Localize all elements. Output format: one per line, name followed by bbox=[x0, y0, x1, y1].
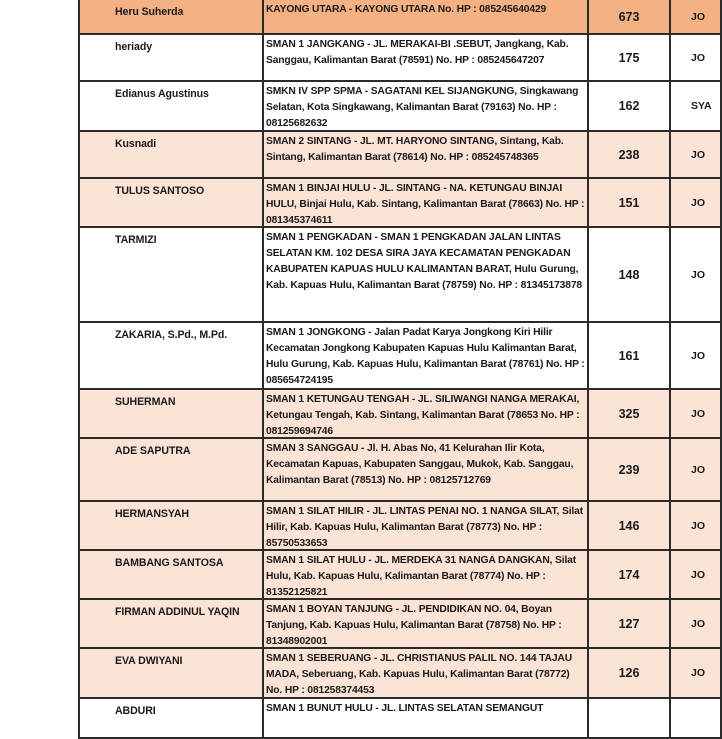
name-cell[interactable]: EVA DWIYANI bbox=[79, 648, 263, 698]
table-row bbox=[79, 227, 721, 322]
extra-cell[interactable]: JO bbox=[670, 501, 721, 550]
address-cell[interactable] bbox=[263, 178, 588, 227]
address-cell[interactable] bbox=[263, 389, 588, 438]
address-cell[interactable] bbox=[263, 501, 588, 550]
extra-cell[interactable]: JO bbox=[670, 599, 721, 648]
address-text: SMKN IV SPP SPMA - SAGATANI KEL SIJANGKUNG, Singkawang Selatan, Kota Singkawang, Kalimantan Barat (79163) No. HP : 08125682632 bbox=[266, 86, 579, 129]
count-cell[interactable]: 174 bbox=[588, 550, 670, 599]
name-cell[interactable]: TULUS SANTOSO bbox=[79, 178, 263, 227]
table-row bbox=[79, 81, 721, 131]
count-cell[interactable] bbox=[588, 698, 670, 738]
address-cell[interactable] bbox=[263, 648, 588, 698]
address-cell[interactable] bbox=[263, 438, 588, 501]
address-cell[interactable] bbox=[263, 227, 588, 322]
table-row bbox=[79, 34, 721, 81]
address-text: SMAN 1 SEBERUANG - JL. CHRISTIANUS PALIL NO. 144 TAJAU MADA, Seberuang, Kab. Kapuas Hulu, Kalimantan Barat (78772) No. HP : 081258374453 bbox=[266, 653, 572, 696]
count-cell[interactable]: 325 bbox=[588, 389, 670, 438]
table-row bbox=[79, 599, 721, 648]
table-row bbox=[79, 0, 721, 34]
extra-cell[interactable]: JO bbox=[670, 438, 721, 501]
count-cell[interactable]: 151 bbox=[588, 178, 670, 227]
table-row bbox=[79, 501, 721, 550]
table-row bbox=[79, 178, 721, 227]
address-cell[interactable] bbox=[263, 550, 588, 599]
extra-cell[interactable]: JO bbox=[670, 322, 721, 389]
address-text: SMAN 3 SANGGAU - Jl. H. Abas No, 41 Kelurahan Ilir Kota, Kecamatan Kapuas, Kabupaten Sanggau, Mukok, Kab. Sanggau, Kalimantan Barat (78513) No. HP : 08125712769 bbox=[266, 443, 574, 486]
address-text: SMAN 1 KETUNGAU TENGAH - JL. SILIWANGI NANGA MERAKAI, Ketungau Tengah, Kab. Sintang, Kalimantan Barat (78653 No. HP : 081259694746 bbox=[266, 394, 580, 437]
name-cell[interactable]: FIRMAN ADDINUL YAQIN bbox=[79, 599, 263, 648]
name-cell[interactable]: Kusnadi bbox=[79, 131, 263, 178]
name-cell[interactable]: TARMIZI bbox=[79, 227, 263, 322]
count-cell[interactable]: 238 bbox=[588, 131, 670, 178]
name-cell[interactable]: SUHERMAN bbox=[79, 389, 263, 438]
address-text: SMAN 2 SINTANG - JL. MT. HARYONO SINTANG, Sintang, Kab. Sintang, Kalimantan Barat (78614) No. HP : 085245748365 bbox=[266, 136, 564, 163]
address-cell[interactable] bbox=[263, 599, 588, 648]
name-cell[interactable]: HERMANSYAH bbox=[79, 501, 263, 550]
table-row bbox=[79, 698, 721, 738]
address-cell[interactable] bbox=[263, 34, 588, 81]
name-cell[interactable]: ZAKARIA, S.Pd., M.Pd. bbox=[79, 322, 263, 389]
extra-cell[interactable]: JO bbox=[670, 227, 721, 322]
address-text: SMAN 1 SILAT HILIR - JL. LINTAS PENAI NO. 1 NANGA SILAT, Silat Hilir, Kab. Kapuas Hulu, Kalimantan Barat (78773) No. HP : 85750533653 bbox=[266, 506, 583, 549]
extra-cell[interactable]: JO bbox=[670, 550, 721, 599]
count-cell[interactable]: 126 bbox=[588, 648, 670, 698]
count-cell[interactable]: 175 bbox=[588, 34, 670, 81]
count-cell[interactable]: 239 bbox=[588, 438, 670, 501]
address-text: SMAN 1 JONGKONG - Jalan Padat Karya Jongkong Kiri Hilir Kecamatan Jongkong Kabupaten Kapuas Hulu Kalimantan Barat, Hulu Gurung, Kab. Kapuas Hulu, Kalimantan Barat (78761) No. HP : 085654724195 bbox=[266, 327, 585, 386]
table-row bbox=[79, 648, 721, 698]
count-cell[interactable]: 146 bbox=[588, 501, 670, 550]
count-cell[interactable]: 673 bbox=[588, 0, 670, 34]
address-text: SMAN 1 JANGKANG - JL. MERAKAI-BI .SEBUT, Jangkang, Kab. Sanggau, Kalimantan Barat (78591) No. HP : 085245647207 bbox=[266, 39, 569, 66]
address-cell[interactable] bbox=[263, 81, 588, 131]
name-cell[interactable]: heriady bbox=[79, 34, 263, 81]
extra-cell[interactable]: JO bbox=[670, 34, 721, 81]
name-cell[interactable]: ABDURI bbox=[79, 698, 263, 738]
address-text: SMAN 1 BOYAN TANJUNG - JL. PENDIDIKAN NO. 04, Boyan Tanjung, Kab. Kapuas Hulu, Kalimantan Barat (78758) No. HP : 81348902001 bbox=[266, 604, 562, 647]
address-text: SMAN 1 PENGKADAN - SMAN 1 PENGKADAN JALAN LINTAS SELATAN KM. 102 DESA SIRA JAYA KECAMATAN PENGKADAN KABUPATEN KAPUAS HULU KALIMANTAN BARAT, Hulu Gurung, Kab. Kapuas Hulu, Kalimantan Barat (78759) No. HP : 81345173878 bbox=[266, 232, 582, 291]
name-cell[interactable]: ADE SAPUTRA bbox=[79, 438, 263, 501]
extra-cell[interactable]: JO bbox=[670, 389, 721, 438]
address-cell[interactable] bbox=[263, 0, 588, 34]
extra-cell[interactable]: SYA bbox=[670, 81, 721, 131]
name-cell[interactable]: Edianus Agustinus bbox=[79, 81, 263, 131]
name-cell[interactable]: BAMBANG SANTOSA bbox=[79, 550, 263, 599]
extra-cell[interactable] bbox=[670, 698, 721, 738]
table-row bbox=[79, 131, 721, 178]
extra-cell[interactable]: JO bbox=[670, 648, 721, 698]
count-cell[interactable]: 161 bbox=[588, 322, 670, 389]
teacher-table bbox=[78, 0, 722, 739]
extra-cell[interactable]: JO bbox=[670, 0, 721, 34]
address-cell[interactable] bbox=[263, 698, 588, 738]
extra-cell[interactable]: JO bbox=[670, 178, 721, 227]
table-row bbox=[79, 550, 721, 599]
count-cell[interactable]: 127 bbox=[588, 599, 670, 648]
name-cell[interactable]: Heru Suherda bbox=[79, 0, 263, 34]
address-cell[interactable] bbox=[263, 131, 588, 178]
spreadsheet-table-area bbox=[78, 0, 718, 739]
address-text: SMAN 1 SILAT HULU - JL. MERDEKA 31 NANGA DANGKAN, Silat Hulu, Kab. Kapuas Hulu, Kalimantan Barat (78774) No. HP : 81352125821 bbox=[266, 555, 577, 598]
address-text: SMAN 1 BUNUT HULU - JL. LINTAS SELATAN SEMANGUT bbox=[266, 703, 544, 714]
address-text: SMAN 1 BINJAI HULU - JL. SINTANG - NA. KETUNGAU BINJAI HULU, Binjai Hulu, Kab. Sintang, Kalimantan Barat (78663) No. HP : 081345374611 bbox=[266, 183, 585, 226]
count-cell[interactable]: 148 bbox=[588, 227, 670, 322]
address-cell[interactable] bbox=[263, 322, 588, 389]
count-cell[interactable]: 162 bbox=[588, 81, 670, 131]
table-row bbox=[79, 438, 721, 501]
table-row bbox=[79, 389, 721, 438]
extra-cell[interactable]: JO bbox=[670, 131, 721, 178]
table-row bbox=[79, 322, 721, 389]
address-text: KAYONG UTARA - KAYONG UTARA No. HP : 085245640429 bbox=[266, 4, 547, 15]
